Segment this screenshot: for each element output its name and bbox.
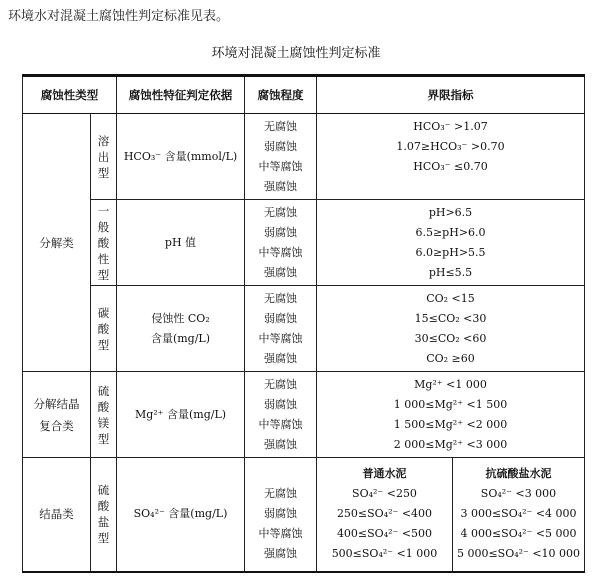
basis-ph: pH 值 [117, 200, 245, 286]
table-row [23, 200, 585, 286]
degree-list: 无腐蚀 弱腐蚀 中等腐蚀 强腐蚀 [245, 372, 317, 458]
table-row [23, 372, 585, 458]
basis-co2: 侵蚀性 CO₂ 含量(mg/L) [117, 286, 245, 372]
subtype-dissolve: 溶出型 [91, 114, 117, 200]
basis-mg: Mg²⁺ 含量(mg/L) [117, 372, 245, 458]
header-limit: 界限指标 [317, 76, 585, 114]
subtype-sulfate: 硫酸盐型 [91, 458, 117, 572]
limit-ph: pH>6.5 6.5≥pH>6.0 6.0≥pH>5.5 pH≤5.5 [317, 200, 585, 286]
degree-list: 无腐蚀 弱腐蚀 中等腐蚀 强腐蚀 [245, 286, 317, 372]
ordinary-cement-header: 普通水泥 [362, 467, 407, 481]
degree-list: 无腐蚀 弱腐蚀 中等腐蚀 强腐蚀 [245, 200, 317, 286]
limit-hco3: HCO₃⁻ >1.07 1.07≥HCO₃⁻ >0.70 HCO₃⁻ ≤0.70 [317, 114, 585, 200]
category-composite: 分解结晶复合类 [23, 372, 91, 458]
table-caption: 环境对混凝土腐蚀性判定标准 [211, 46, 381, 61]
degree-list: 无腐蚀 弱腐蚀 中等腐蚀 强腐蚀 [245, 114, 317, 200]
header-row [23, 76, 585, 114]
category-cryst: 结晶类 [23, 458, 91, 572]
limit-mg: Mg²⁺ <1 000 1 000≤Mg²⁺ <1 500 1 500≤Mg²⁺ <2 000 2 000≤Mg²⁺ <3 000 [317, 372, 585, 458]
corrosion-standard-table [22, 74, 585, 573]
degree-list: 无腐蚀 弱腐蚀 中等腐蚀 强腐蚀 [245, 458, 317, 572]
header-type: 腐蚀性类型 [23, 76, 117, 114]
limit-co2: CO₂ <15 15≤CO₂ <30 30≤CO₂ <60 CO₂ ≥60 [317, 286, 585, 372]
resistant-cement-header: 抗硫酸盐水泥 [485, 467, 552, 481]
table-row [23, 114, 585, 200]
subtype-acid: 一般酸性型 [91, 200, 117, 286]
category-decomp: 分解类 [23, 114, 91, 372]
limit-so4-ordinary: 普通水泥 SO₄²⁻ <250 250≤SO₄²⁻ <400 400≤SO₄²⁻ <500 500≤SO₄²⁻ <1 000 [317, 458, 453, 572]
header-degree: 腐蚀程度 [245, 76, 317, 114]
limit-so4-resistant: 抗硫酸盐水泥 SO₄²⁻ <3 000 3 000≤SO₄²⁻ <4 000 4 000≤SO₄²⁻ <5 000 5 000≤SO₄²⁻ <10 000 [453, 458, 585, 572]
subtype-carbonic: 碳酸型 [91, 286, 117, 372]
table-row [23, 458, 585, 572]
header-basis: 腐蚀性特征判定依据 [117, 76, 245, 114]
table-row [23, 286, 585, 372]
basis-so4: SO₄²⁻ 含量(mg/L) [117, 458, 245, 572]
intro-text: 环境水对混凝土腐蚀性判定标准见表。 [8, 9, 230, 24]
basis-hco3: HCO₃⁻ 含量(mmol/L) [117, 114, 245, 200]
subtype-mgsulfate: 硫酸镁型 [91, 372, 117, 458]
